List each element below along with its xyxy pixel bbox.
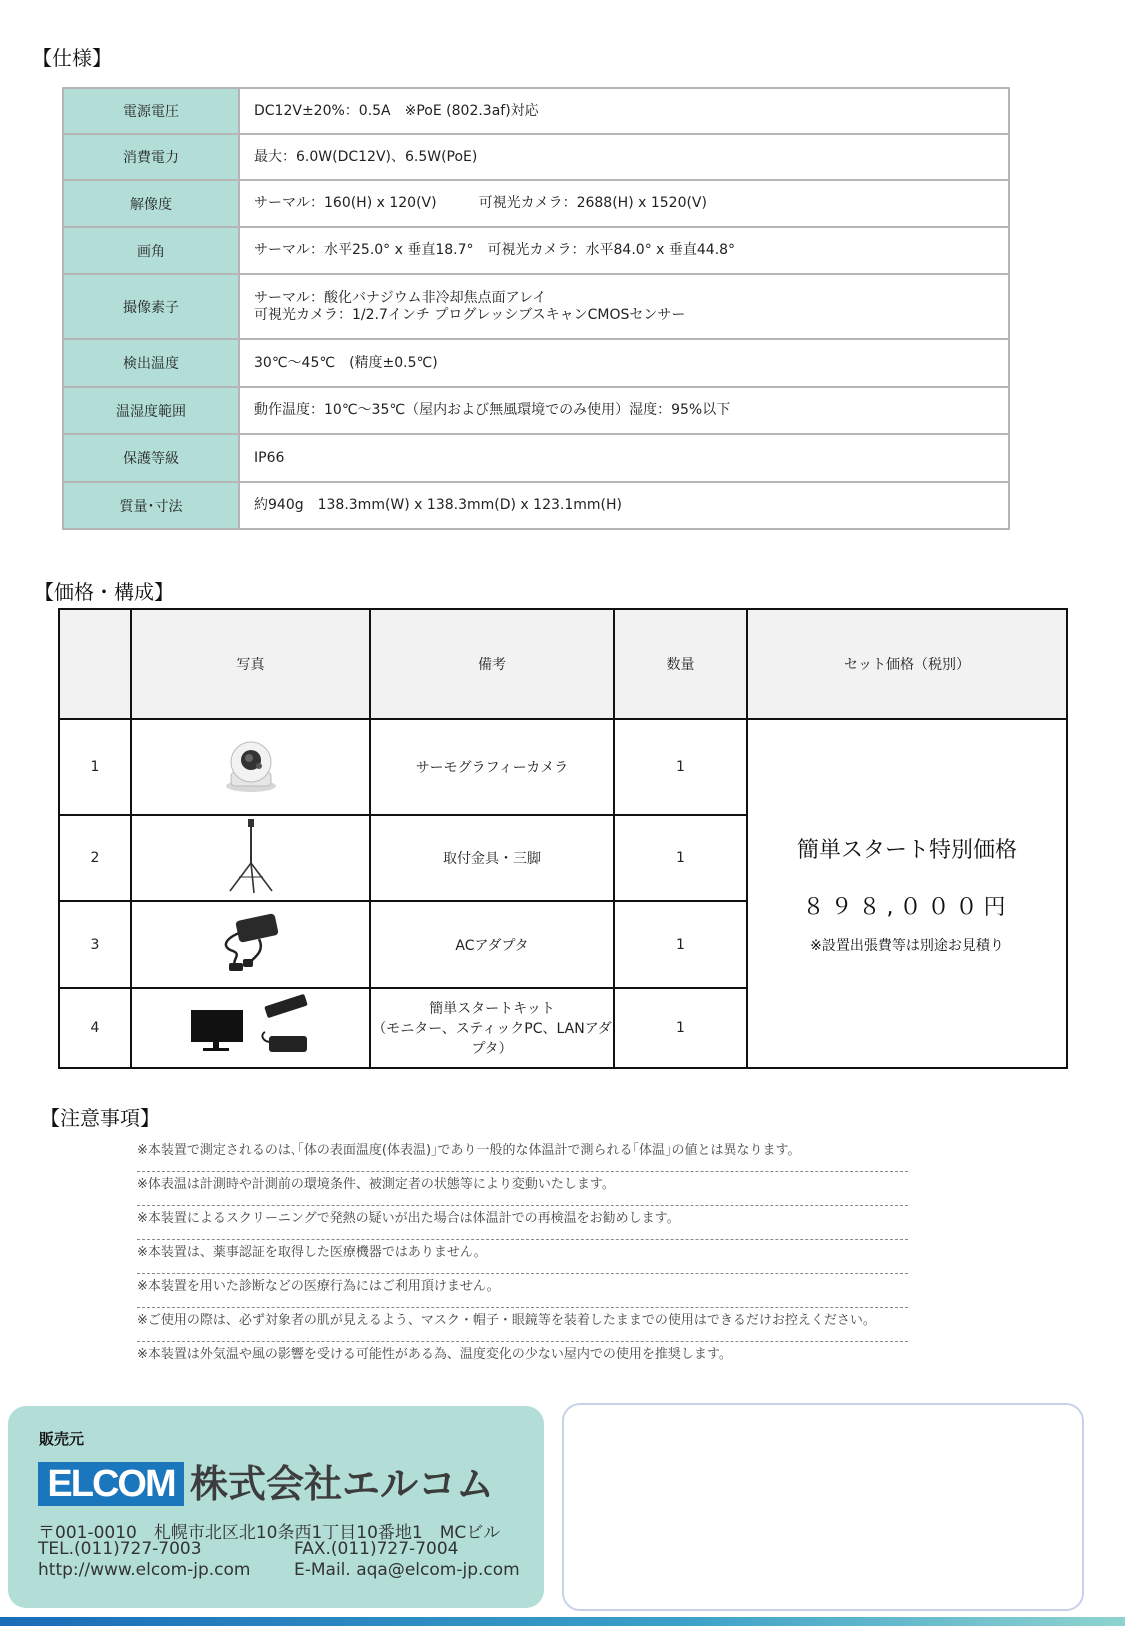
spec-value-line: 可視光カメラ：1/2.7インチ プログレッシブスキャンCMOSセンサー [254, 306, 686, 323]
company-fax: FAX.(011)727-7004 [294, 1539, 459, 1559]
note-item: ※本装置で測定されるのは､｢体の表面温度(体表温)｣であり一般的な体温計で測られる｢体温｣の値とは異なります。 [137, 1138, 908, 1172]
set-amount: ８９８,０００円 [802, 894, 1012, 920]
note-item: ※本装置によるスクリーニングで発熱の疑いが出た場合は体温計での再検温をお勧めします。 [137, 1206, 908, 1240]
spec-value: 最大：6.0W(DC12V)、6.5W(PoE) [239, 134, 1009, 180]
spec-row [63, 482, 1009, 529]
company-address: 〒001-0010 札幌市北区北10条西1丁目10番地1 MCビル [38, 1523, 501, 1543]
row-qty: 1 [614, 901, 747, 988]
spec-table [62, 87, 1010, 530]
note-item: ※本装置は外気温や風の影響を受ける可能性がある為、温度変化の少ない屋内での使用を推奨します。 [137, 1347, 732, 1362]
spec-label: 質量･寸法 [63, 482, 239, 529]
row-photo [131, 988, 370, 1068]
spec-value: 約940g 138.3mm(W) x 138.3mm(D) x 123.1mm(H) [239, 482, 1009, 529]
row-photo [131, 815, 370, 901]
spec-label: 電源電圧 [63, 88, 239, 134]
thermal-camera-icon [221, 736, 281, 794]
row-qty: 1 [614, 719, 747, 815]
row-no: 2 [59, 815, 131, 901]
row-remarks: サーモグラフィーカメラ [370, 719, 614, 815]
spec-row [63, 180, 1009, 227]
row-qty: 1 [614, 988, 747, 1068]
company-name: 株式会社エルコム [190, 1462, 495, 1506]
spec-label: 解像度 [63, 180, 239, 227]
header-set-price: セット価格（税別） [747, 609, 1067, 719]
spec-row [63, 339, 1009, 387]
header-qty: 数量 [614, 609, 747, 719]
price-table [58, 608, 1068, 1069]
note-item: ※本装置は、薬事認証を取得した医療機器ではありません。 [137, 1240, 908, 1274]
row-remarks: ACアダプタ [370, 901, 614, 988]
spec-value: サーマル：水平25.0° x 垂直18.7° 可視光カメラ：水平84.0° x 垂直44.8° [239, 227, 1009, 274]
starter-kit-icon [189, 994, 313, 1058]
bottom-bar [0, 1617, 1125, 1626]
spec-label: 画角 [63, 227, 239, 274]
spec-value: DC12V±20%：0.5A ※PoE (802.3af)対応 [239, 88, 1009, 134]
price-header-row [59, 609, 1067, 719]
row-remarks: 取付金具・三脚 [370, 815, 614, 901]
seller-panel [8, 1406, 544, 1608]
spec-row [63, 227, 1009, 274]
spec-label: 保護等級 [63, 434, 239, 482]
row-qty: 1 [614, 815, 747, 901]
spec-label: 検出温度 [63, 339, 239, 387]
price-heading: 【価格・構成】 [34, 580, 174, 604]
set-note: ※設置出張費等は別途お見積り [810, 937, 1004, 954]
notes-list [137, 1138, 908, 1376]
spec-label: 温湿度範囲 [63, 387, 239, 434]
company-email[interactable]: E-Mail. aqa@elcom-jp.com [294, 1560, 520, 1580]
row-no: 1 [59, 719, 131, 815]
ac-adapter-icon [215, 911, 287, 975]
row-remarks-line: （モニター、スティックPC、LANアダプタ） [372, 1021, 612, 1057]
row-remarks-line: 簡単スタートキット [429, 1001, 555, 1017]
spec-row [63, 274, 1009, 339]
row-photo [131, 901, 370, 988]
spec-label: 消費電力 [63, 134, 239, 180]
company-tel: TEL.(011)727-7003 [38, 1539, 202, 1559]
table-row [59, 719, 1067, 815]
spec-value: 動作温度：10℃～35℃（屋内および無風環境でのみ使用）湿度：95%以下 [239, 387, 1009, 434]
set-title: 簡単スタート特別価格 [796, 837, 1017, 863]
notes-heading: 【注意事項】 [40, 1106, 160, 1130]
spec-row [63, 434, 1009, 482]
spec-row [63, 134, 1009, 180]
row-photo [131, 719, 370, 815]
company-website[interactable]: http://www.elcom-jp.com [38, 1560, 251, 1580]
spec-value: サーマル：160(H) x 120(V) 可視光カメラ：2688(H) x 1520(V) [239, 180, 1009, 227]
tripod-icon [226, 817, 276, 895]
blank-stamp-box [562, 1403, 1084, 1611]
note-item: ※本装置を用いた診断などの医療行為にはご利用頂けません。 [137, 1274, 908, 1308]
header-no [59, 609, 131, 719]
row-remarks [370, 988, 614, 1068]
spec-value [239, 274, 1009, 339]
spec-row [63, 387, 1009, 434]
seller-label: 販売元 [39, 1430, 85, 1448]
note-item: ※体表温は計測時や計測前の環境条件、被測定者の状態等により変動いたします。 [137, 1172, 908, 1206]
elcom-logo: ELCOM [38, 1462, 184, 1506]
header-remarks: 備考 [370, 609, 614, 719]
row-no: 3 [59, 901, 131, 988]
spec-heading: 【仕様】 [32, 46, 112, 70]
set-price-cell [747, 719, 1067, 1068]
spec-value: IP66 [239, 434, 1009, 482]
note-item: ※ご使用の際は、必ず対象者の肌が見えるよう、マスク・帽子・眼鏡等を装着したままでの使用はできるだけお控えください。 [137, 1308, 908, 1342]
row-no: 4 [59, 988, 131, 1068]
header-photo: 写真 [131, 609, 370, 719]
spec-row [63, 88, 1009, 134]
spec-value: 30℃～45℃ (精度±0.5℃) [239, 339, 1009, 387]
spec-value-line: サーマル：酸化バナジウム非冷却焦点面アレイ [254, 289, 547, 306]
spec-label: 撮像素子 [63, 274, 239, 339]
